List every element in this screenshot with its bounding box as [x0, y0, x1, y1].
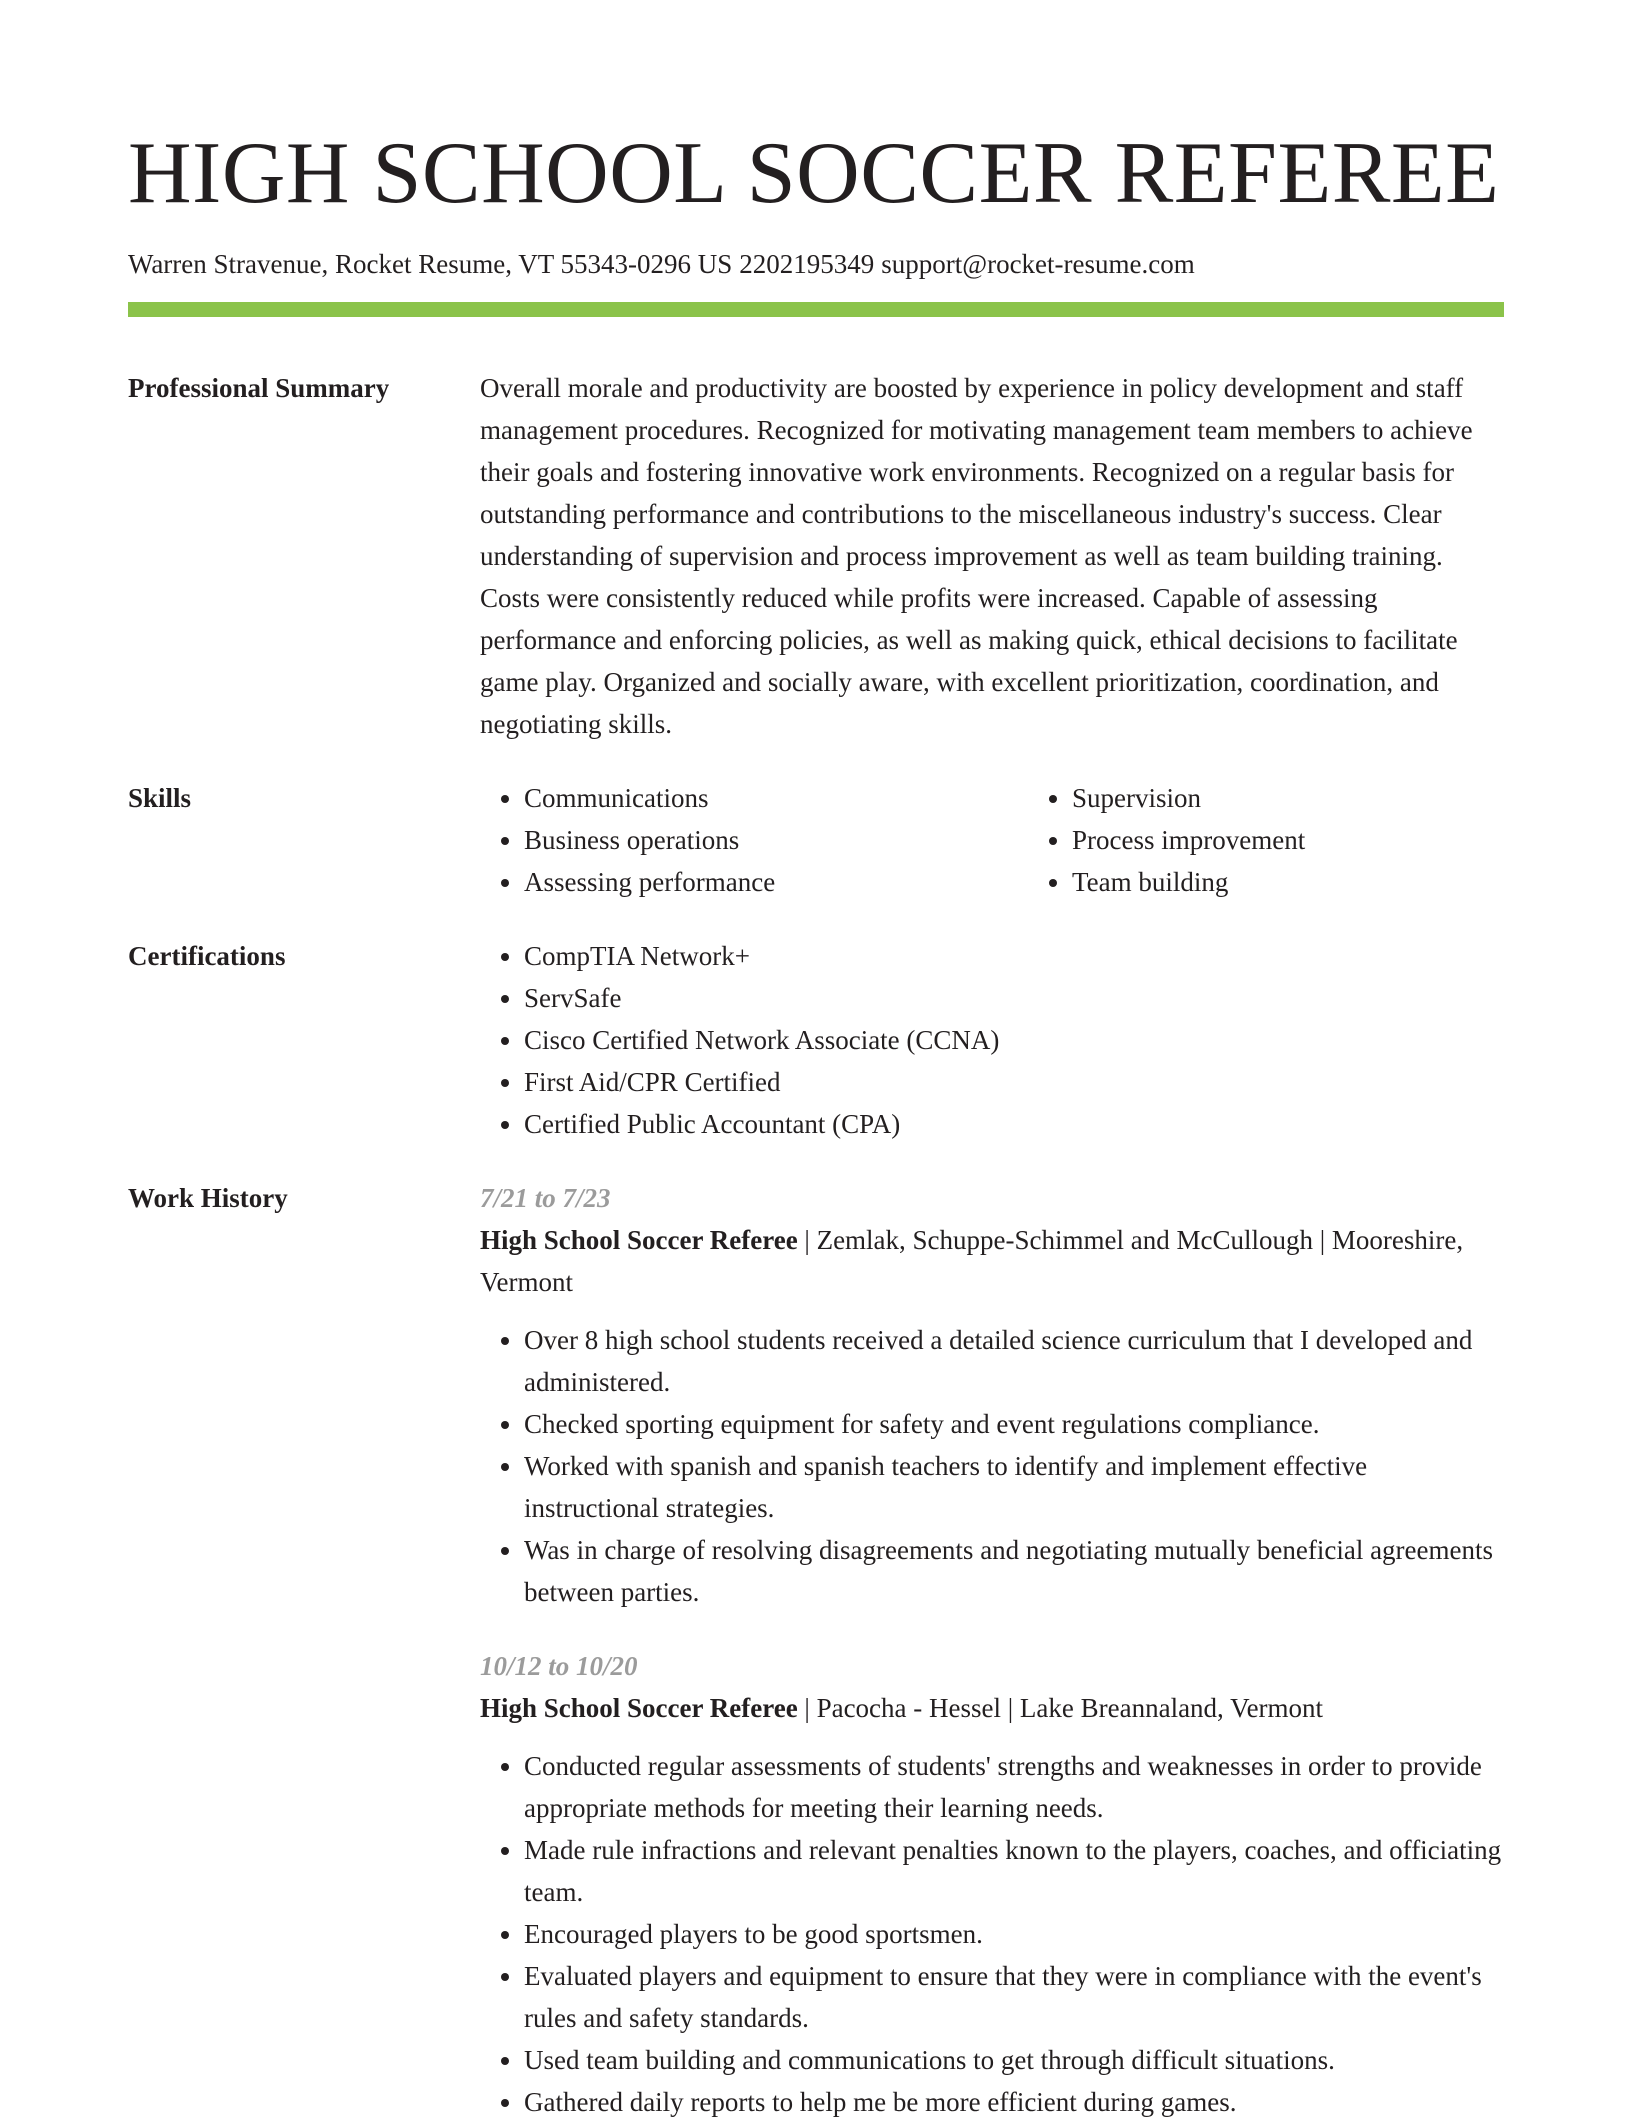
- job-title: High School Soccer Referee: [480, 1225, 798, 1255]
- section-label-summary: Professional Summary: [128, 373, 390, 403]
- summary-section: [128, 367, 1504, 745]
- certifications-section: [128, 935, 1504, 1145]
- candidate-name: HIGH SCHOOL SOCCER REFEREE: [128, 125, 1500, 222]
- job-dates: 10/12 to 10/20: [480, 1651, 638, 1681]
- job-bullet: • Made rule infractions and relevant penalties known to the players, coaches, and officiating team.: [524, 1829, 1504, 1913]
- certification-item: • CompTIA Network+: [524, 935, 1504, 977]
- job-heading: [480, 1219, 1504, 1303]
- certification-item: • First Aid/CPR Certified: [524, 1061, 1504, 1103]
- header-divider: [128, 302, 1504, 317]
- skills-list-right: [1028, 777, 1576, 903]
- skills-section: [128, 777, 1504, 903]
- skills-grid: [480, 777, 1576, 903]
- skills-list-left: [480, 777, 1028, 903]
- job-bullet: • Over 8 high school students received a detailed science curriculum that I developed and administered.: [524, 1319, 1504, 1403]
- contact-address: Warren Stravenue, Rocket Resume, VT 55343-0296 US: [128, 249, 733, 279]
- skill-item: • Process improvement: [1072, 819, 1576, 861]
- skill-item: • Assessing performance: [524, 861, 1028, 903]
- job-bullets: [480, 1745, 1504, 2123]
- certifications-list: [480, 935, 1504, 1145]
- resume-page: [128, 118, 1504, 2123]
- contact-line: [128, 246, 1504, 282]
- skill-item: • Communications: [524, 777, 1028, 819]
- contact-phone: 2202195349: [739, 249, 875, 279]
- job-bullet: • Was in charge of resolving disagreements and negotiating mutually beneficial agreements between parties.: [524, 1529, 1504, 1613]
- section-label-certifications: Certifications: [128, 941, 286, 971]
- job-employer-location: | Zemlak, Schuppe-Schimmel and McCullough | Mooreshire, Vermont: [480, 1225, 1464, 1297]
- job-bullet: • Used team building and communications to get through difficult situations.: [524, 2039, 1504, 2081]
- job-bullet: • Worked with spanish and spanish teachers to identify and implement effective instructional strategies.: [524, 1445, 1504, 1529]
- work-history-section: [128, 1177, 1504, 2123]
- section-label-skills: Skills: [128, 783, 192, 813]
- certification-item: • ServSafe: [524, 977, 1504, 1019]
- job-dates: 7/21 to 7/23: [480, 1183, 611, 1213]
- job-bullet: • Evaluated players and equipment to ensure that they were in compliance with the event's rules and safety standards.: [524, 1955, 1504, 2039]
- job-employer-location: | Pacocha - Hessel | Lake Breannaland, Vermont: [797, 1693, 1324, 1723]
- summary-text: Overall morale and productivity are boosted by experience in policy development and staff management procedures. Recognized for motivating management team members to achieve their goals and fostering innovative work environments. Recognized on a regular basis for outstanding performance and contributions to the miscellaneous industry's success. Clear understanding of supervision and process improvement as well as team building training. Costs were consistently reduced while profits were increased. Capable of assessing performance and enforcing policies, as well as making quick, ethical decisions to facilitate game play. Organized and socially aware, with excellent prioritization, coordination, and negotiating skills.: [480, 373, 1473, 739]
- certification-item: • Cisco Certified Network Associate (CCNA): [524, 1019, 1504, 1061]
- certification-item: • Certified Public Accountant (CPA): [524, 1103, 1504, 1145]
- skill-item: • Team building: [1072, 861, 1576, 903]
- section-label-work-history: Work History: [128, 1183, 288, 1213]
- job-entry: [480, 1177, 1504, 1613]
- job-title: High School Soccer Referee: [480, 1693, 798, 1723]
- job-entry: [480, 1645, 1504, 2123]
- skill-item: • Supervision: [1072, 777, 1576, 819]
- job-bullet: • Conducted regular assessments of students' strengths and weaknesses in order to provide appropriate methods for meeting their learning needs.: [524, 1745, 1504, 1829]
- job-heading: [480, 1687, 1504, 1729]
- job-bullets: [480, 1319, 1504, 1613]
- contact-email: support@rocket-resume.com: [881, 249, 1195, 279]
- job-bullet: • Encouraged players to be good sportsmen.: [524, 1913, 1504, 1955]
- job-bullet: • Checked sporting equipment for safety and event regulations compliance.: [524, 1403, 1504, 1445]
- job-bullet: • Gathered daily reports to help me be more efficient during games.: [524, 2081, 1504, 2123]
- skill-item: • Business operations: [524, 819, 1028, 861]
